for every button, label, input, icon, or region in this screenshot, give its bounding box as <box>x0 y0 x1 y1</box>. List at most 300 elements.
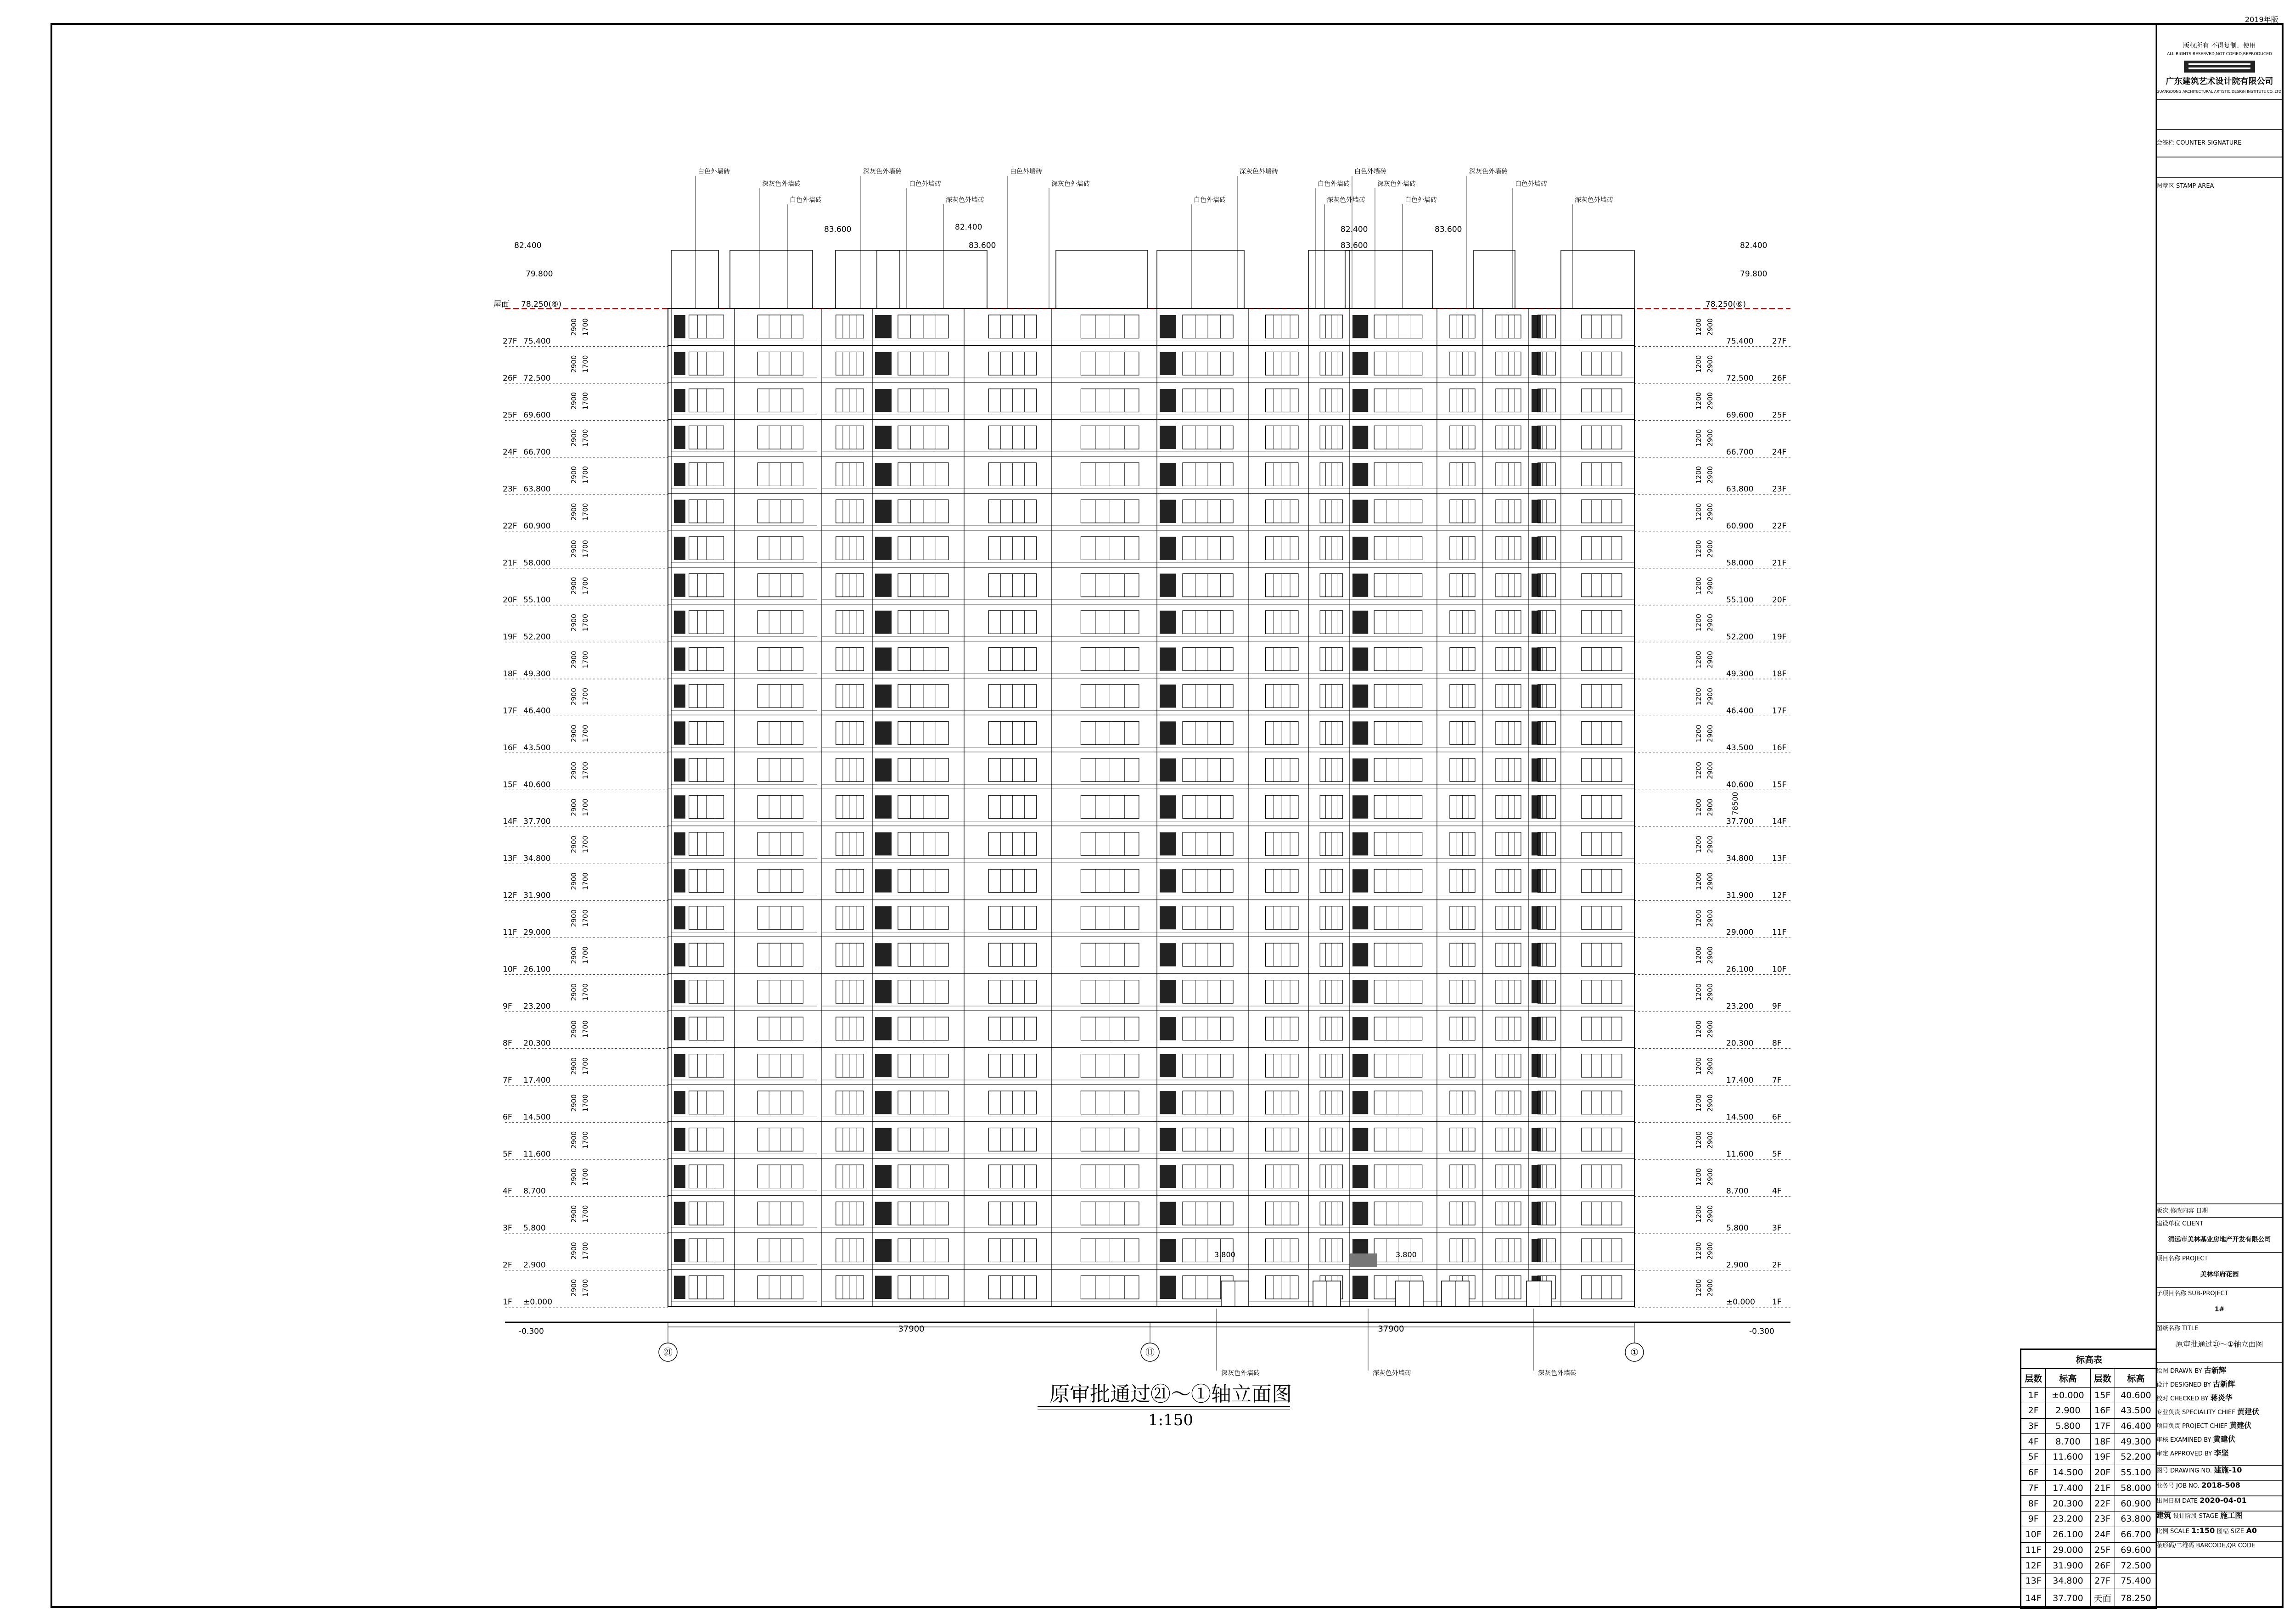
level-table-row <box>2021 1480 2157 1496</box>
caption-underline <box>1038 1406 1290 1407</box>
dark-panel <box>674 611 685 634</box>
dimension-text: 2900 <box>570 872 578 890</box>
dark-panel <box>875 685 892 708</box>
level-label-left: 23.200 <box>523 1002 551 1011</box>
floor-label-left: 2F <box>503 1260 512 1270</box>
drawing-scale: 1:150 <box>1148 1411 1193 1429</box>
barcode-label: 条形码/二维码 BARCODE,QR CODE <box>2156 1542 2256 1549</box>
floor-label-left: 6F <box>503 1113 512 1122</box>
level-table <box>2020 1349 2157 1609</box>
scale: 1:150 <box>2191 1526 2215 1535</box>
material-note: 白色外墙砖 <box>1354 168 1386 175</box>
dark-panel <box>674 1128 685 1151</box>
ground-level-right: -0.300 <box>1749 1327 1774 1336</box>
top-level-right: 82.400 <box>1740 241 1768 250</box>
dimension-text: 1700 <box>581 761 589 780</box>
dimension-text: 1700 <box>581 983 589 1001</box>
dark-panel <box>1160 832 1176 855</box>
dimension-text: 2900 <box>570 798 578 816</box>
floor-label-left: 22F <box>503 521 517 531</box>
level-label-left: 11.600 <box>523 1150 551 1159</box>
role-row: 校对 CHECKED BY 蒋炎华 <box>2156 1394 2233 1402</box>
dark-panel <box>875 943 892 966</box>
dimension-text: 1200 <box>1695 613 1703 632</box>
dimension-text: 2900 <box>570 983 578 1001</box>
dark-panel <box>875 1202 892 1225</box>
door-dimension: 3.800 <box>1396 1250 1417 1259</box>
dark-panel <box>1352 315 1368 338</box>
role-row: 绘图 DRAWN BY 古新辉 <box>2156 1366 2227 1375</box>
dark-panel <box>1352 759 1368 781</box>
dark-panel <box>674 1017 685 1040</box>
level-table-row <box>2021 1527 2157 1542</box>
dark-panel <box>1160 721 1176 744</box>
dark-panel <box>1160 1202 1176 1225</box>
dark-panel <box>875 500 892 523</box>
level-table-cell: 2.900 <box>2046 1403 2090 1418</box>
level-label-left: 46.400 <box>523 706 551 716</box>
dimension-text: 1700 <box>581 725 589 742</box>
dark-panel <box>875 1239 892 1262</box>
dimension-text: 2900 <box>570 318 578 336</box>
dark-panel <box>674 500 685 523</box>
dark-panel <box>1532 500 1541 523</box>
level-label-left: 60.900 <box>523 521 551 531</box>
dimension-text: 1700 <box>581 466 589 484</box>
dark-panel <box>674 832 685 855</box>
client-name: 清远市美林基业房地产开发有限公司 <box>2168 1236 2271 1243</box>
level-table-col: 标高 <box>2115 1369 2157 1388</box>
level-label-right: 40.600 <box>1726 780 1754 790</box>
level-table-cell: 40.600 <box>2115 1388 2157 1403</box>
dark-panel <box>1532 832 1541 855</box>
dark-panel <box>1532 647 1541 670</box>
dark-panel <box>1352 1202 1368 1225</box>
level-table-cell: 18F <box>2090 1434 2115 1450</box>
dimension-text: 1700 <box>581 355 589 373</box>
level-table-cell: 10F <box>2021 1527 2046 1542</box>
dark-panel <box>674 1165 685 1188</box>
floor-label-right: 23F <box>1772 484 1787 494</box>
dark-panel <box>1352 1165 1368 1188</box>
material-note: 白色外墙砖 <box>1010 168 1042 175</box>
role-row: 项目负责 PROJECT CHIEF 黄建伏 <box>2156 1421 2252 1430</box>
copyright-notice: 版权所有 不得复制、使用 <box>2183 42 2256 50</box>
dimension-text: 1200 <box>1695 1131 1703 1149</box>
dimension-text: 1200 <box>1695 725 1703 742</box>
dimension-text: 2900 <box>570 1020 578 1038</box>
dimension-text: 1700 <box>581 540 589 558</box>
level-label-right: 2.900 <box>1726 1260 1749 1270</box>
drawing-no: 建施-10 <box>2214 1466 2242 1474</box>
floor-label-left: 13F <box>503 854 517 864</box>
dimension-text: 2900 <box>570 1205 578 1223</box>
level-table-cell: 2F <box>2021 1403 2046 1418</box>
level-table-col: 层数 <box>2090 1369 2115 1388</box>
level-table-cell: 37.700 <box>2046 1589 2090 1607</box>
level-table-cell: 8F <box>2021 1496 2046 1512</box>
dark-panel <box>674 389 685 412</box>
dimension-text: 2900 <box>570 835 578 854</box>
dark-panel <box>875 1054 892 1077</box>
level-table-cell: 23.200 <box>2046 1512 2090 1527</box>
material-note: 白色外墙砖 <box>909 180 941 188</box>
level-table-row <box>2021 1388 2157 1403</box>
level-label-right: 49.300 <box>1726 669 1754 679</box>
dimension-text: 1200 <box>1695 1205 1703 1223</box>
stage: 施工图 <box>2220 1511 2243 1520</box>
dimension-text: 1700 <box>581 1279 589 1297</box>
level-table-cell: 21F <box>2090 1480 2115 1496</box>
level-label-right: 20.300 <box>1726 1039 1754 1048</box>
dimension-text: 1200 <box>1695 835 1703 854</box>
dark-panel <box>875 463 892 486</box>
dimension-text: 1200 <box>1695 761 1703 780</box>
dark-panel <box>1532 1165 1541 1188</box>
level-label-left: 43.500 <box>523 743 551 753</box>
sheet-title: 原审批通过㉑～①轴立面图 <box>2176 1340 2263 1349</box>
role-name: 黄建伏 <box>2213 1435 2235 1444</box>
level-table-cell: 6F <box>2021 1465 2046 1480</box>
level-table-col: 层数 <box>2021 1369 2046 1388</box>
floor-label-right: 6F <box>1772 1113 1782 1122</box>
dimension-text: 2900 <box>1706 577 1714 595</box>
floor-label-right: 16F <box>1772 743 1787 753</box>
floor-label-left: 3F <box>503 1224 512 1233</box>
dark-panel <box>1352 647 1368 670</box>
dimension-text: 2900 <box>1706 651 1714 669</box>
level-label-right: 69.600 <box>1726 410 1754 420</box>
role-name: 李坚 <box>2214 1449 2229 1457</box>
level-label-right: 34.800 <box>1726 854 1754 864</box>
material-note-bottom: 深灰色外墙砖 <box>1221 1370 1260 1377</box>
drawing-caption <box>1033 1377 1308 1430</box>
dimension-text: 2900 <box>1706 687 1714 706</box>
floor-label-left: 19F <box>503 632 517 642</box>
level-table-cell: 20F <box>2090 1465 2115 1480</box>
dimension-text: 1200 <box>1695 687 1703 706</box>
dark-panel <box>1352 537 1368 560</box>
material-note: 白色外墙砖 <box>1318 180 1350 188</box>
level-table-row <box>2021 1496 2157 1512</box>
level-table-cell: 49.300 <box>2115 1434 2157 1450</box>
level-label-right: 58.000 <box>1726 558 1754 568</box>
ground-level-left: -0.300 <box>519 1327 544 1336</box>
dark-panel <box>1532 906 1541 929</box>
dimension-text: 2900 <box>1706 909 1714 927</box>
roof-level-right: 78.250(⑥) <box>1706 300 1746 309</box>
dimension-text: 2900 <box>1706 1279 1714 1297</box>
dark-panel <box>1532 1054 1541 1077</box>
dark-panel <box>1352 1091 1368 1114</box>
dark-panel <box>1352 352 1368 375</box>
role-row: 设计 DESIGNED BY 古新辉 <box>2156 1380 2235 1388</box>
dark-panel <box>1160 315 1176 338</box>
dimension-text: 2900 <box>570 466 578 484</box>
role-name: 蒋炎华 <box>2210 1394 2233 1402</box>
level-table-cell: 3F <box>2021 1418 2046 1434</box>
level-label-right: 72.500 <box>1726 373 1754 383</box>
level-table-row <box>2021 1434 2157 1450</box>
dark-panel <box>1532 426 1541 449</box>
dark-panel <box>875 869 892 892</box>
level-label-left: 2.900 <box>523 1260 546 1270</box>
dimension-text: 1200 <box>1695 983 1703 1001</box>
dark-panel <box>1532 1202 1541 1225</box>
dark-panel <box>674 721 685 744</box>
level-table-cell: 1F <box>2021 1388 2046 1403</box>
material-note: 白色外墙砖 <box>1194 197 1226 204</box>
level-table-cell: 66.700 <box>2115 1527 2157 1542</box>
floor-label-left: 10F <box>503 965 517 974</box>
dimension-text: 2900 <box>1706 429 1714 447</box>
dark-panel <box>1160 685 1176 708</box>
dimension-text: 2900 <box>570 429 578 447</box>
floor-label-right: 19F <box>1772 632 1787 642</box>
floor-label-right: 12F <box>1772 891 1787 900</box>
dimension-text: 2900 <box>1706 613 1714 632</box>
level-table-cell: 27F <box>2090 1573 2115 1589</box>
dark-panel <box>875 832 892 855</box>
scale-row: 比例 SCALE 1:150 图幅 SIZE A0 <box>2156 1526 2257 1535</box>
top-level-left: 79.800 <box>526 270 553 279</box>
dimension-text: 2900 <box>570 651 578 669</box>
level-label-left: 49.300 <box>523 669 551 679</box>
floor-label-right: 25F <box>1772 410 1787 420</box>
level-table-row <box>2021 1573 2157 1589</box>
role-name: 古新辉 <box>2204 1366 2227 1375</box>
dark-panel <box>1160 1128 1176 1151</box>
dimension-text: 1200 <box>1695 577 1703 595</box>
dimension-text: 2900 <box>1706 1020 1714 1038</box>
dark-panel <box>1532 685 1541 708</box>
dark-panel <box>1532 869 1541 892</box>
floor-label-right: 27F <box>1772 337 1787 346</box>
total-height-dimension: 78500 <box>1731 792 1739 815</box>
level-label-right: 63.800 <box>1726 484 1754 494</box>
dimension-text: 1700 <box>581 1057 589 1075</box>
dimension-text: 2900 <box>570 1094 578 1112</box>
level-table-row <box>2021 1542 2157 1558</box>
sub-project-name: 1# <box>2214 1306 2225 1313</box>
floor-label-right: 15F <box>1772 780 1787 790</box>
level-label-right: 55.100 <box>1726 595 1754 605</box>
level-label-right: 29.000 <box>1726 928 1754 938</box>
dimension-text: 1200 <box>1695 392 1703 410</box>
material-note: 深灰色外墙砖 <box>1377 180 1416 188</box>
dark-panel <box>1160 537 1176 560</box>
dimension-text: 2900 <box>570 503 578 521</box>
sheet-size: A0 <box>2246 1526 2257 1535</box>
axis-label: ① <box>1630 1347 1638 1358</box>
dimension-text: 1700 <box>581 1094 589 1112</box>
dark-panel <box>1160 906 1176 929</box>
dark-panel <box>1352 1128 1368 1151</box>
dimension-text: 1200 <box>1695 1168 1703 1186</box>
floor-label-left: 12F <box>503 891 517 900</box>
level-label-left: 58.000 <box>523 558 551 568</box>
floor-label-right: 10F <box>1772 965 1787 974</box>
dimension-text: 2900 <box>1706 798 1714 816</box>
floor-label-left: 8F <box>503 1039 512 1048</box>
door-dimension: 3.800 <box>1214 1250 1235 1259</box>
dimension-text: 2900 <box>1706 466 1714 484</box>
dark-panel <box>1532 1128 1541 1151</box>
canopy <box>1350 1253 1377 1267</box>
dark-panel <box>674 463 685 486</box>
discipline: 建筑 <box>2156 1511 2172 1520</box>
dimension-text: 2900 <box>570 355 578 373</box>
dark-panel <box>1352 1276 1368 1299</box>
level-label-right: 37.700 <box>1726 817 1754 826</box>
level-table-row <box>2021 1418 2157 1434</box>
dimension-text: 1200 <box>1695 466 1703 484</box>
parapet-level: 83.600 <box>1435 225 1462 234</box>
dark-panel <box>674 352 685 375</box>
level-table-cell: 34.800 <box>2046 1573 2090 1589</box>
role-name: 黄建伏 <box>2229 1421 2252 1430</box>
dimension-text: 1200 <box>1695 872 1703 890</box>
dimension-text: 2900 <box>1706 1057 1714 1075</box>
copyright-notice-en: ALL RIGHTS RESERVED,NOT COPIED,REPRODUCED <box>2167 52 2272 56</box>
dark-panel <box>1160 1165 1176 1188</box>
dark-panel <box>1160 759 1176 781</box>
dimension-text: 1200 <box>1695 1020 1703 1038</box>
level-table-cell: ±0.000 <box>2046 1388 2090 1403</box>
dark-panel <box>674 537 685 560</box>
dark-panel <box>875 1091 892 1114</box>
level-table-row <box>2021 1512 2157 1527</box>
level-table-cell: 5F <box>2021 1450 2046 1465</box>
dark-panel <box>674 315 685 338</box>
level-table-cell: 11.600 <box>2046 1450 2090 1465</box>
dark-panel <box>674 573 685 596</box>
dark-panel <box>1160 389 1176 412</box>
floor-label-left: 9F <box>503 1002 512 1011</box>
level-table-cell: 26F <box>2090 1558 2115 1573</box>
dark-panel <box>1532 573 1541 596</box>
material-note: 深灰色外墙砖 <box>1575 197 1613 204</box>
level-table-cell: 14.500 <box>2046 1465 2090 1480</box>
floor-label-left: 4F <box>503 1186 512 1196</box>
dimension-text: 1700 <box>581 946 589 964</box>
dimension-text: 2900 <box>1706 1168 1714 1186</box>
dark-panel <box>1532 795 1541 818</box>
material-note: 深灰色外墙砖 <box>1327 197 1365 204</box>
level-label-left: 34.800 <box>523 854 551 864</box>
dimension-text: 2900 <box>570 909 578 927</box>
dark-panel <box>1160 611 1176 634</box>
dark-panel <box>1352 611 1368 634</box>
title-block <box>2156 24 2283 1607</box>
material-note: 深灰色外墙砖 <box>863 168 902 175</box>
dark-panel <box>1352 389 1368 412</box>
level-label-right: 43.500 <box>1726 743 1754 753</box>
dimension-text: 1700 <box>581 503 589 521</box>
dark-panel <box>875 1017 892 1040</box>
dimension-text: 1700 <box>581 429 589 447</box>
level-label-right: 31.900 <box>1726 891 1754 900</box>
dark-panel <box>875 1128 892 1151</box>
dimension-text: 1700 <box>581 835 589 854</box>
dark-panel <box>674 426 685 449</box>
material-note: 深灰色外墙砖 <box>1240 168 1278 175</box>
dimension-text: 2900 <box>1706 1205 1714 1223</box>
parapet-level: 82.400 <box>955 223 982 232</box>
floor-label-left: 27F <box>503 337 517 346</box>
stamp-area-label: 图章区 STAMP AREA <box>2156 183 2214 190</box>
floor-label-left: 14F <box>503 817 517 826</box>
dark-panel <box>1160 573 1176 596</box>
dimension-text: 1700 <box>581 1242 589 1260</box>
material-note-bottom: 深灰色外墙砖 <box>1373 1370 1411 1377</box>
dark-panel <box>1532 537 1541 560</box>
dark-panel <box>1352 906 1368 929</box>
job-no: 2018-508 <box>2201 1481 2240 1489</box>
level-label-left: 31.900 <box>523 891 551 900</box>
floor-label-left: 20F <box>503 595 517 605</box>
dark-panel <box>875 906 892 929</box>
drawing-no-row: 图号 DRAWING NO. 建施-10 <box>2156 1466 2242 1474</box>
level-label-right: 23.200 <box>1726 1002 1754 1011</box>
dark-panel <box>1160 426 1176 449</box>
dark-panel <box>674 685 685 708</box>
dimension-text: 1700 <box>581 651 589 669</box>
level-label-left: 69.600 <box>523 410 551 420</box>
floor-label-left: 26F <box>503 373 517 383</box>
dark-panel <box>1352 685 1368 708</box>
level-label-left: 75.400 <box>523 337 551 346</box>
level-label-right: 11.600 <box>1726 1150 1754 1159</box>
dimension-text: 1200 <box>1695 540 1703 558</box>
floor-label-left: 11F <box>503 928 517 938</box>
dimension-text: 1700 <box>581 872 589 890</box>
floor-label-right: 22F <box>1772 521 1787 531</box>
level-label-right: 8.700 <box>1726 1186 1749 1196</box>
level-label-left: 26.100 <box>523 965 551 974</box>
level-table-cell: 8.700 <box>2046 1434 2090 1450</box>
parapet-level: 82.400 <box>1341 225 1368 234</box>
date-row: 出图日期 DATE 2020-04-01 <box>2156 1496 2247 1505</box>
floor-label-right: 1F <box>1772 1298 1782 1307</box>
level-table-cell: 43.500 <box>2115 1403 2157 1418</box>
dark-panel <box>875 795 892 818</box>
level-table-cell: 72.500 <box>2115 1558 2157 1573</box>
dimension-text: 2900 <box>570 687 578 706</box>
material-note: 深灰色外墙砖 <box>1469 168 1508 175</box>
dimension-text: 2900 <box>1706 540 1714 558</box>
roof-level-left: 78.250(⑥) <box>521 300 561 309</box>
dimension-text: 1200 <box>1695 798 1703 816</box>
dimension-text: 2900 <box>1706 318 1714 336</box>
dimension-text: 2900 <box>1706 946 1714 964</box>
dark-panel <box>1352 980 1368 1003</box>
floor-label-right: 9F <box>1772 1002 1782 1011</box>
dark-panel <box>1160 943 1176 966</box>
level-table-row <box>2021 1465 2157 1480</box>
level-table-row <box>2021 1558 2157 1573</box>
dark-panel <box>1352 573 1368 596</box>
floor-label-right: 13F <box>1772 854 1787 864</box>
axis-label: ⑪ <box>1145 1347 1155 1358</box>
material-note: 深灰色外墙砖 <box>762 180 801 188</box>
role-name: 黄建伏 <box>2237 1407 2260 1416</box>
level-label-left: 29.000 <box>523 928 551 938</box>
dimension-text: 1700 <box>581 1205 589 1223</box>
dark-panel <box>1160 795 1176 818</box>
role-name: 古新辉 <box>2213 1380 2235 1388</box>
dimension-text: 2900 <box>1706 835 1714 854</box>
